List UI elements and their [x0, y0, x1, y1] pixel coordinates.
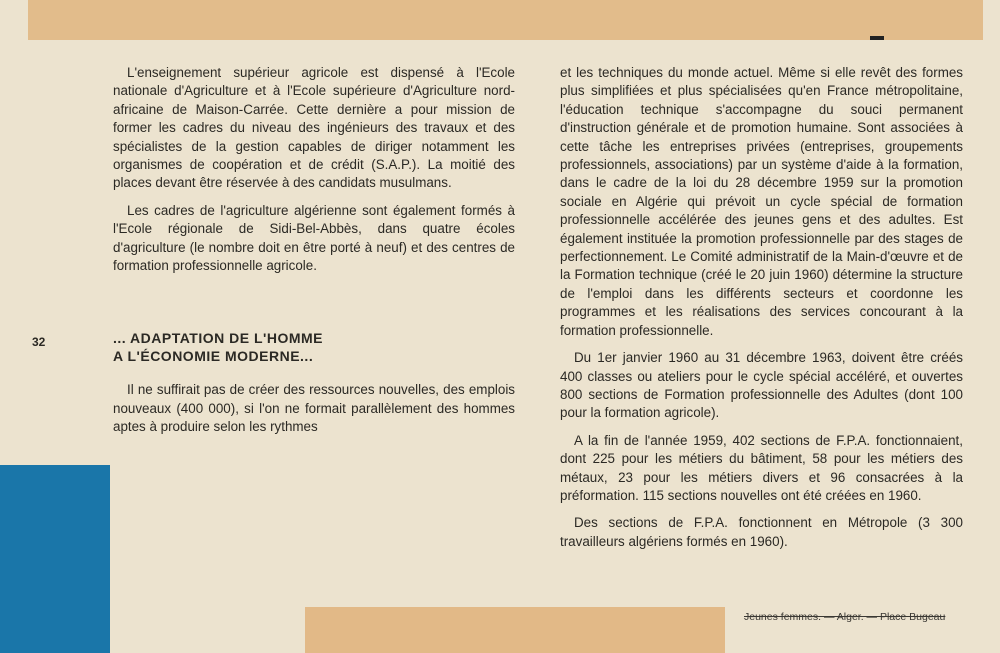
paragraph-fpa-sections: A la fin de l'année 1959, 402 sections de F.P.A. fonctionnaient, dont 225 pour les métiers du bâtiment, 58 pour les métiers des métaux, 23 pour les métiers divers et 96 consacrées à la préformation. 115 sections nouvelles ont été créées en 1960.: [560, 432, 963, 503]
paragraph-techniques: et les techniques du monde actuel. Même si elle revêt des formes plus simplifiées et plus spécialisées qu'en France métropolitaine, l'éducation technique s'accompagne du souci permanent d'instruction générale et de promotion humaine. Sont associées à cette tâche les entreprises privées (entreprises, groupements professionnels, associations) par un système d'aide à la formation, dans le cadre de la loi du 28 décembre 1959 sur la promotion sociale en Algérie qui prévoit un cycle spécial de formation professionnelle accélérée des jeunes gens et des adultes. Est également instituée la promotion professionnelle par des stages de perfectionnement. Le Comité administratif de la Main-d'œuvre et de la Formation technique (créé le 20 juin 1960) détermine la structure de l'emploi dans les différents secteurs et coordonne les programmes et les réalisations des services concourant à la formation professionnelle.: [560, 65, 963, 338]
paragraph-metropole: Des sections de F.P.A. fonctionnent en Métropole (3 300 travailleurs algériens formés en 1960).: [560, 515, 963, 549]
paragraph-agricultural-schools: Les cadres de l'agriculture algérienne sont également formés à l'Ecole régionale de Sidi-Bel-Abbès, dans quatre écoles d'agriculture (le nombre doit en être porté à neuf) et des centres de formation professionnelle agricole.: [113, 202, 515, 274]
paragraph-classes-1960-1963: Du 1er janvier 1960 au 31 décembre 1963, doivent être créés 400 classes ou ateliers pour le cycle spécial accéléré, et ouvertes 800 sections de Formation professionnelle des Adultes (dont 100 pour la formation agricole).: [560, 350, 963, 421]
masking-tape-bottom: [305, 607, 725, 653]
paragraph-higher-education: L'enseignement supérieur agricole est dispensé à l'Ecole nationale d'Agriculture et à l'Ecole supérieure d'Agriculture nord-africaine de Maison-Carrée. Cette dernière a pour mission de former les cadres du niveau des ingénieurs des travaux et des spécialistes de la gestion capables de diriger notamment les organismes de coopération et de crédit (S.A.P.). La moitié des places devant être réservée à des candidats musulmans.: [113, 65, 515, 191]
heading-line-1: ... ADAPTATION DE L'HOMME: [113, 330, 324, 347]
page-number: 32: [32, 335, 46, 349]
masking-tape-top: [28, 0, 983, 40]
photo-caption: Jeunes femmes. — Alger. — Place Bugeau: [744, 611, 946, 623]
heading-line-2: A L'ÉCONOMIE MODERNE...: [113, 348, 314, 365]
section-heading: [113, 329, 515, 365]
paragraph-adaptation: Il ne suffirait pas de créer des ressources nouvelles, des emplois nouveaux (400 000), si l'on ne formait parallèlement des hommes aptes à produire selon les rythmes: [113, 382, 515, 435]
right-column: [560, 64, 963, 560]
blue-photo-corner: [0, 465, 110, 653]
ink-mark: [870, 36, 884, 40]
left-column: [113, 64, 515, 446]
